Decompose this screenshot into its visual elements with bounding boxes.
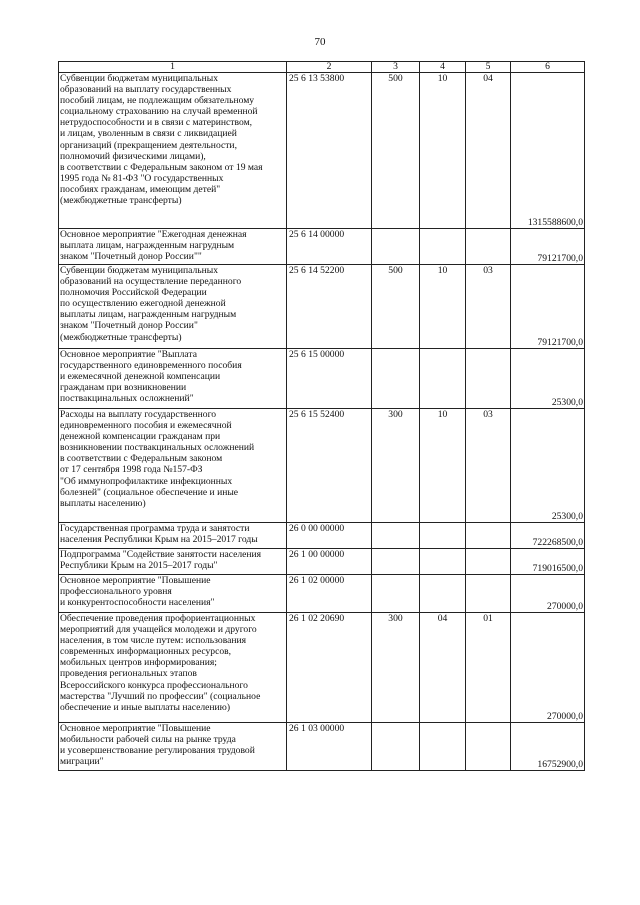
row-col5	[466, 349, 511, 409]
row-col3: 300	[372, 409, 420, 523]
row-code: 26 0 00 00000	[287, 523, 372, 549]
row-col3	[372, 549, 420, 575]
table-row	[59, 613, 585, 723]
table-row	[59, 409, 585, 523]
row-col4: 10	[420, 265, 466, 349]
table-row	[59, 265, 585, 349]
row-col4	[420, 723, 466, 771]
column-header: 1	[59, 62, 287, 73]
row-sum: 79121700,0	[511, 229, 585, 265]
row-col5	[466, 575, 511, 613]
table-row	[59, 549, 585, 575]
row-col3	[372, 349, 420, 409]
row-col4	[420, 349, 466, 409]
row-code: 25 6 14 00000	[287, 229, 372, 265]
table-row	[59, 73, 585, 229]
row-name: Основное мероприятие "Повышение мобильности рабочей силы на рынке труда и усовершенствование регулирования трудовой миграции"	[59, 723, 287, 771]
row-col5: 03	[466, 409, 511, 523]
row-name: Обеспечение проведения профориентационных мероприятий для учащейся молодежи и другого населения, в том числе путем: использования современных информационных ресурсов, мобильных центров информирования; проведения региональных этапов Всероссийского конкурса профессионального мастерства "Лучший по профессии" (социальное обеспечение и иные выплаты населению)	[59, 613, 287, 723]
row-col5	[466, 523, 511, 549]
column-header: 3	[372, 62, 420, 73]
row-col4	[420, 549, 466, 575]
row-sum: 270000,0	[511, 575, 585, 613]
row-col3	[372, 723, 420, 771]
row-code: 25 6 13 53800	[287, 73, 372, 229]
row-col4: 10	[420, 73, 466, 229]
row-col4	[420, 575, 466, 613]
row-col5: 04	[466, 73, 511, 229]
row-sum: 79121700,0	[511, 265, 585, 349]
column-header: 6	[511, 62, 585, 73]
row-sum: 270000,0	[511, 613, 585, 723]
table-header-row	[59, 62, 585, 73]
row-sum: 25300,0	[511, 409, 585, 523]
row-col5: 03	[466, 265, 511, 349]
table-row	[59, 349, 585, 409]
row-sum: 25300,0	[511, 349, 585, 409]
row-code: 25 6 15 00000	[287, 349, 372, 409]
row-sum: 16752900,0	[511, 723, 585, 771]
row-code: 25 6 15 52400	[287, 409, 372, 523]
row-col3: 500	[372, 265, 420, 349]
row-code: 26 1 03 00000	[287, 723, 372, 771]
row-code: 25 6 14 52200	[287, 265, 372, 349]
row-name: Государственная программа труда и занятости населения Республики Крым на 2015–2017 годы	[59, 523, 287, 549]
row-sum: 1315588600,0	[511, 73, 585, 229]
row-col5	[466, 229, 511, 265]
row-name: Субвенции бюджетам муниципальных образований на выплату государственных пособий лицам, не подлежащим обязательному социальному страхованию на случай временной нетрудоспособности и в связи с материнством, и лицам, уволенным в связи с ликвидацией организаций (прекращением деятельности, полномочий физическими лицами), в соответствии с Федеральным законом от 19 мая 1995 года № 81-ФЗ "О государственных пособиях гражданам, имеющим детей" (межбюджетные трансферты)	[59, 73, 287, 229]
row-col5	[466, 549, 511, 575]
row-name: Расходы на выплату государственного единовременного пособия и ежемесячной денежной компенсации гражданам при возникновении поствакцинальных осложнений в соответствии с Федеральным законом от 17 сентября 1998 года №157-ФЗ "Об иммунопрофилактике инфекционных болезней" (социальное обеспечение и иные выплаты населению)	[59, 409, 287, 523]
row-col5	[466, 723, 511, 771]
column-header: 4	[420, 62, 466, 73]
row-name: Подпрограмма "Содействие занятости населения Республики Крым на 2015–2017 годы"	[59, 549, 287, 575]
column-header: 2	[287, 62, 372, 73]
row-sum: 722268500,0	[511, 523, 585, 549]
row-code: 26 1 02 00000	[287, 575, 372, 613]
row-col3	[372, 229, 420, 265]
row-name: Основное мероприятие "Выплата государственного единовременного пособия и ежемесячной денежной компенсации гражданам при возникновении поствакцинальных осложнений"	[59, 349, 287, 409]
row-col3: 300	[372, 613, 420, 723]
row-code: 26 1 00 00000	[287, 549, 372, 575]
row-col4: 04	[420, 613, 466, 723]
row-code: 26 1 02 20690	[287, 613, 372, 723]
budget-table	[58, 61, 585, 771]
column-header: 5	[466, 62, 511, 73]
row-col5: 01	[466, 613, 511, 723]
table-row	[59, 575, 585, 613]
table-row	[59, 523, 585, 549]
row-col4: 10	[420, 409, 466, 523]
page-number: 70	[314, 36, 326, 48]
table-row	[59, 229, 585, 265]
table-row	[59, 723, 585, 771]
row-col4	[420, 229, 466, 265]
row-name: Основное мероприятие "Ежегодная денежная выплата лицам, награжденным нагрудным знаком "Почетный донор России""	[59, 229, 287, 265]
row-col3: 500	[372, 73, 420, 229]
row-col3	[372, 523, 420, 549]
row-sum: 719016500,0	[511, 549, 585, 575]
row-col4	[420, 523, 466, 549]
row-col3	[372, 575, 420, 613]
row-name: Субвенции бюджетам муниципальных образований на осуществление переданного полномочия Российской Федерации по осуществлению ежегодной денежной выплаты лицам, награжденным нагрудным знаком "Почетный донор России" (межбюджетные трансферты)	[59, 265, 287, 349]
row-name: Основное мероприятие "Повышение профессионального уровня и конкурентоспособности населения"	[59, 575, 287, 613]
